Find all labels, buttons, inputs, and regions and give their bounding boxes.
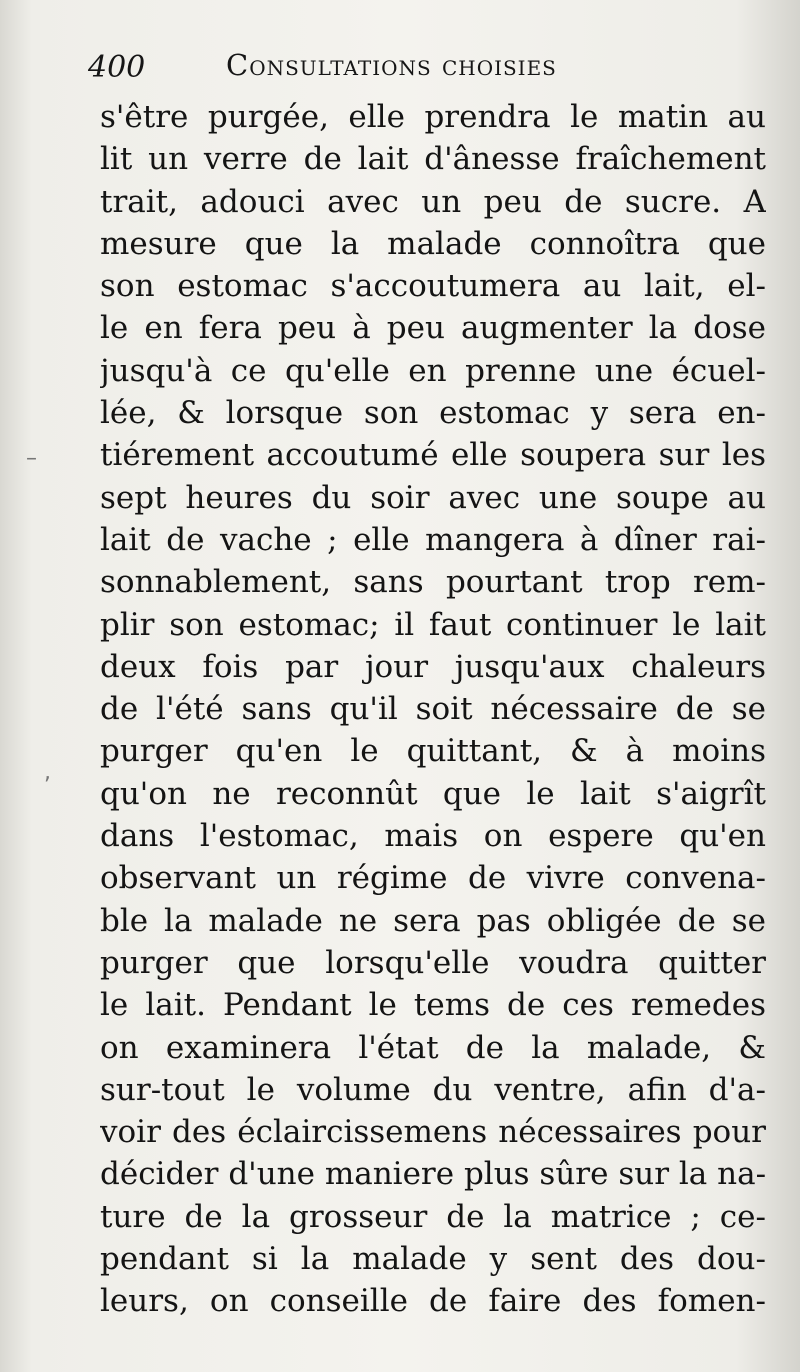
running-title: Consultations choisies xyxy=(226,48,557,82)
text-line: jusqu'à ce qu'elle en prenne une écuel- xyxy=(100,352,766,389)
running-head xyxy=(88,44,728,98)
text-line: voir des éclaircissemens nécessaires pour xyxy=(100,1114,766,1151)
text-line: on examinera l'état de la malade, & xyxy=(100,1029,766,1066)
text-line: dans l'estomac, mais on espere qu'en xyxy=(100,818,766,855)
text-line: décider d'une maniere plus sûre sur la na- xyxy=(100,1156,766,1193)
text-line: observant un régime de vivre convena- xyxy=(100,860,766,897)
text-line: tiérement accoutumé elle soupera sur les xyxy=(100,437,766,474)
text-line: pendant si la malade y sent des dou- xyxy=(100,1241,766,1278)
text-line: de l'été sans qu'il soit nécessaire de se xyxy=(100,691,766,728)
text-line: qu'on ne reconnût que le lait s'aigrît xyxy=(100,775,766,812)
text-line: leurs, on conseille de faire des fomen- xyxy=(100,1283,766,1320)
text-line: purger que lorsqu'elle voudra quitter xyxy=(100,944,766,981)
text-line: ble la malade ne sera pas obligée de se xyxy=(100,902,766,939)
text-line: sur-tout le volume du ventre, afin d'a- xyxy=(100,1071,766,1108)
text-line: s'être purgée, elle prendra le matin au xyxy=(100,99,766,135)
text-line: le lait. Pendant le tems de ces remedes xyxy=(100,987,766,1024)
text-line: ture de la grosseur de la matrice ; ce- xyxy=(100,1198,766,1235)
text-line: lait de vache ; elle mangera à dîner rai- xyxy=(100,521,766,558)
text-line: sept heures du soir avec une soupe au xyxy=(100,479,766,516)
text-line: son estomac s'accoutumera au lait, el- xyxy=(100,268,766,305)
margin-tick-mark: – xyxy=(26,446,37,471)
page-number: 400 xyxy=(88,50,146,85)
text-line: mesure que la malade connoîtra que xyxy=(100,225,766,262)
text-line: le en fera peu à peu augmenter la dose xyxy=(100,310,766,347)
text-line: purger qu'en le quittant, & à moins xyxy=(100,733,766,770)
text-line: sonnablement, sans pourtant trop rem- xyxy=(100,564,766,601)
body-text xyxy=(100,96,766,1323)
text-line: plir son estomac; il faut continuer le lait xyxy=(100,606,766,643)
text-line: deux fois par jour jusqu'aux chaleurs xyxy=(100,648,766,685)
text-line: trait, adouci avec un peu de sucre. A xyxy=(100,183,766,220)
text-line: lit un verre de lait d'ânesse fraîchement xyxy=(100,141,766,178)
text-line: lée, & lorsque son estomac y sera en- xyxy=(100,395,766,432)
margin-tick-mark: , xyxy=(44,760,51,785)
